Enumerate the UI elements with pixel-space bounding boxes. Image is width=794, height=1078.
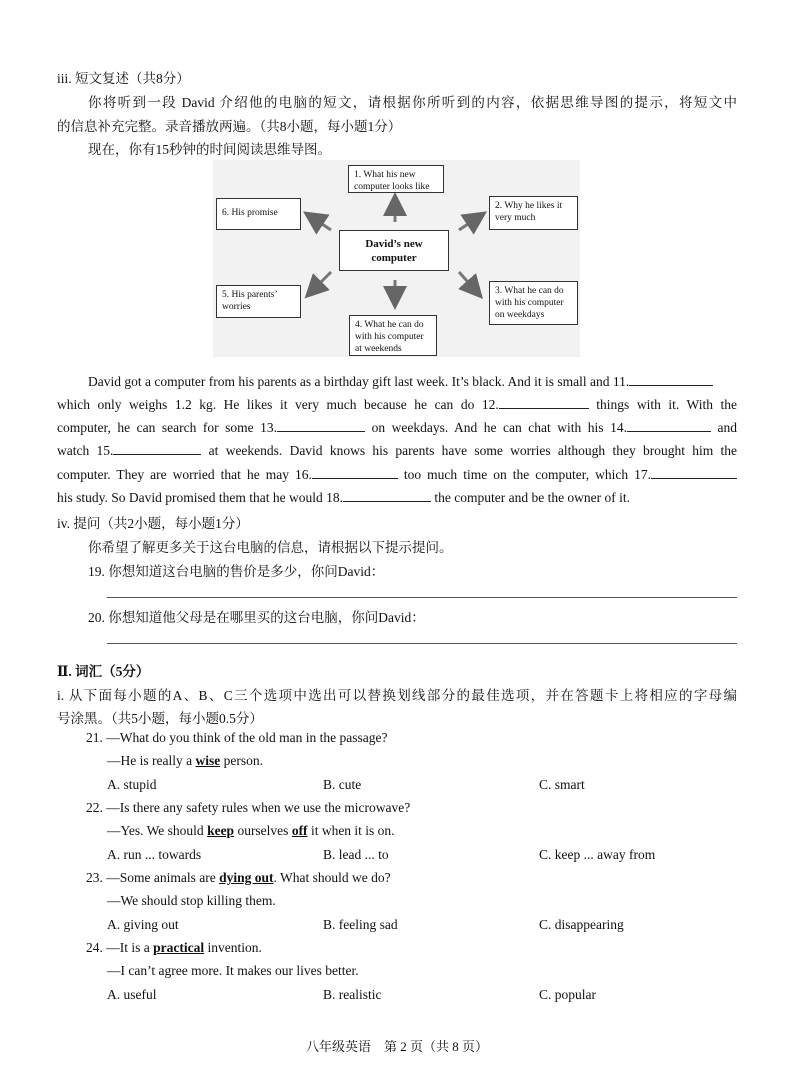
option-23-c[interactable]: C. disappearing (539, 917, 624, 932)
question-21-line-1: 21. —What do you think of the old man in the passage? (86, 730, 388, 745)
passage-text: too much time on the computer, which 17. (403, 467, 652, 482)
mind-map-center: David’s new computer (339, 230, 449, 271)
option-24-c[interactable]: C. popular (539, 987, 596, 1002)
blank-12[interactable] (499, 396, 589, 409)
option-24-b[interactable]: B. realistic (323, 987, 382, 1002)
option-23-a[interactable]: A. giving out (107, 917, 179, 932)
section-iii-instruction: 你将听到一段 David 介绍他的电脑的短文，请根据你所听到的内容，依据思维导图的提示，将短文中 (88, 95, 737, 110)
section-iii-heading: iii. 短文复述（共8分） (57, 71, 190, 86)
underlined-word: wise (195, 753, 221, 768)
question-23-line-2: —We should stop killing them. (107, 893, 276, 908)
section-ii-heading: Ⅱ. 词汇（5分） (57, 664, 150, 679)
blank-13[interactable] (277, 419, 365, 432)
option-23-b[interactable]: B. feeling sad (323, 917, 398, 932)
option-24-a[interactable]: A. useful (107, 987, 157, 1002)
mind-map-node-2: 2. Why he likes it very much (489, 196, 578, 230)
underlined-word: keep (207, 823, 235, 838)
answer-line-19[interactable] (107, 597, 737, 598)
question-21-line-2: —He is really a wise person. (107, 753, 263, 768)
passage-text: watch 15. (57, 443, 114, 458)
section-iii-reading-time: 现在，你有15秒钟的时间阅读思维导图。 (88, 142, 331, 157)
passage-text: on weekdays. And he can chat with his 14. (371, 420, 627, 435)
passage-line-2 (57, 396, 737, 413)
mind-map-node-4: 4. What he can do with his computer at weekends (349, 315, 437, 356)
page-footer: 八年级英语 第 2 页（共 8 页） (305, 1039, 488, 1054)
blank-17[interactable] (651, 466, 737, 479)
mind-map-node-1: 1. What his new computer looks like (348, 165, 444, 193)
passage-text: David got a computer from his parents as a birthday gift last week. It’s black. And it is small and 11. (88, 374, 630, 389)
blank-15[interactable] (113, 442, 201, 455)
mind-map-node-5: 5. His parents’ worries (216, 285, 301, 318)
underlined-word: dying out (219, 870, 274, 885)
blank-18[interactable] (343, 489, 431, 502)
question-22-line-2: —Yes. We should keep ourselves off it when it is on. (107, 823, 395, 838)
passage-text: at weekends. David knows his parents have some worries although they brought him the (208, 443, 738, 458)
arrow-up-left (313, 218, 331, 230)
section-iv-heading: iv. 提问（共2小题，每小题1分） (57, 516, 249, 531)
answer-line-20[interactable] (107, 643, 737, 644)
passage-text: which only weighs 1.2 kg. He likes it very much because he can do 12. (57, 397, 499, 412)
option-21-c[interactable]: C. smart (539, 777, 585, 792)
arrow-down-left (313, 272, 331, 290)
passage-line-4 (57, 442, 737, 459)
underlined-word: off (291, 823, 308, 838)
blank-16[interactable] (312, 466, 398, 479)
passage-line-5 (57, 466, 737, 483)
option-21-b[interactable]: B. cute (323, 777, 362, 792)
passage-text: and (717, 420, 737, 435)
passage-text: computer. They are worried that he may 16. (57, 467, 312, 482)
section-iii-instruction-cont: 的信息补充完整。录音播放两遍。（共8小题，每小题1分） (57, 119, 402, 134)
passage-line-6 (57, 489, 630, 506)
option-22-c[interactable]: C. keep ... away from (539, 847, 656, 862)
section-ii-instruction-cont: 号涂黑。（共5小题，每小题0.5分） (57, 711, 263, 726)
section-ii-instruction: i. 从下面每小题的A、B、C三个选项中选出可以替换划线部分的最佳选项，并在答题卡上将相应的字母编 (57, 688, 737, 703)
mind-map-node-6: 6. His promise (216, 198, 301, 230)
option-22-b[interactable]: B. lead ... to (323, 847, 389, 862)
option-22-a[interactable]: A. run ... towards (107, 847, 202, 862)
question-20: 20. 你想知道他父母是在哪里买的这台电脑，你问David： (88, 610, 425, 625)
passage-text: the computer and be the owner of it. (434, 490, 631, 505)
blank-14[interactable] (627, 419, 711, 432)
mind-map (213, 160, 580, 357)
arrow-up-right (459, 218, 477, 230)
section-iv-instruction: 你希望了解更多关于这台电脑的信息，请根据以下提示提问。 (88, 540, 453, 555)
question-24-line-2: —I can’t agree more. It makes our lives better. (107, 963, 359, 978)
question-24-line-1: 24. —It is a practical invention. (86, 940, 262, 955)
passage-line-3 (57, 419, 737, 436)
arrow-down-right (459, 272, 475, 290)
blank-11[interactable] (629, 373, 713, 386)
passage-text: his study. So David promised them that he would 18. (57, 490, 343, 505)
underlined-word: practical (153, 940, 205, 955)
option-21-a[interactable]: A. stupid (107, 777, 157, 792)
question-19: 19. 你想知道这台电脑的售价是多少，你问David： (88, 564, 385, 579)
question-23-line-1: 23. —Some animals are dying out. What should we do? (86, 870, 391, 885)
passage-text: computer, he can search for some 13. (57, 420, 278, 435)
passage-line-1 (88, 373, 713, 390)
mind-map-node-3: 3. What he can do with his computer on weekdays (489, 281, 578, 325)
passage-text: things with it. With the (596, 397, 738, 412)
question-22-line-1: 22. —Is there any safety rules when we use the microwave? (86, 800, 411, 815)
